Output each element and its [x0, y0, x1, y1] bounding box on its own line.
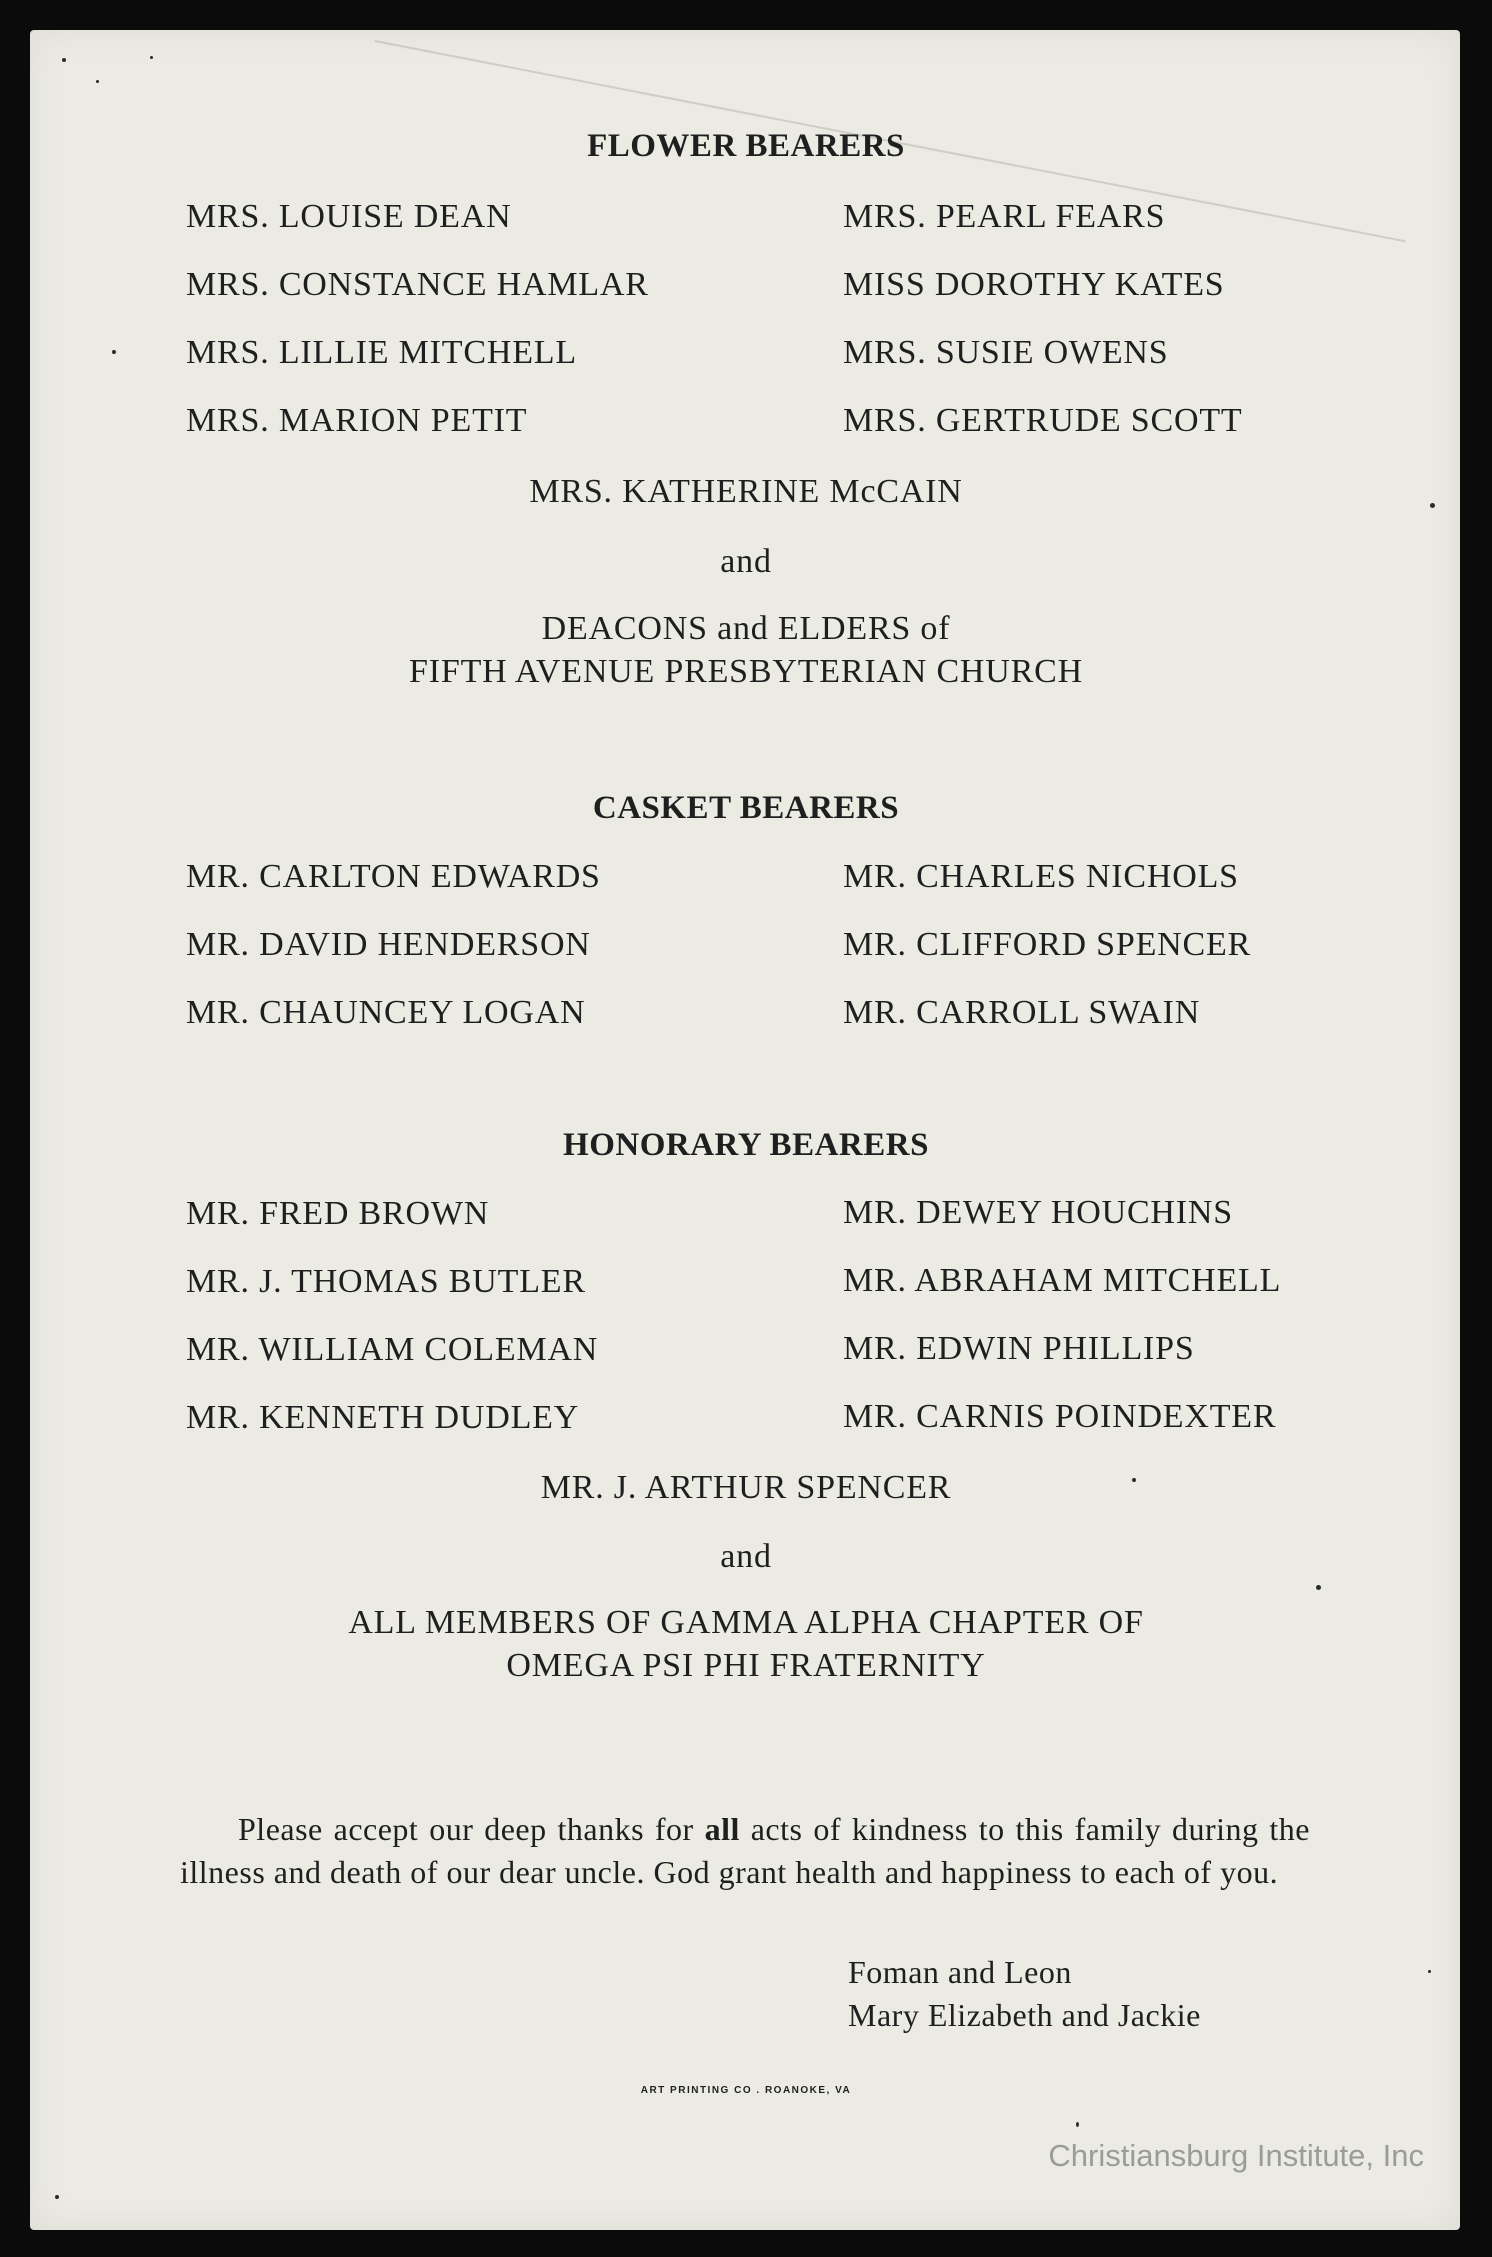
group-line: DEACONS and ELDERS of — [541, 610, 951, 647]
honorary-bearer-name: MR. J. THOMAS BUTLER — [186, 1263, 586, 1300]
signature-line: Mary Elizabeth and Jackie — [848, 1997, 1201, 2033]
paper-speck — [1132, 1478, 1136, 1482]
casket-bearer-name: MR. CHARLES NICHOLS — [843, 858, 1239, 895]
thanks-text: Please accept our deep thanks for — [238, 1811, 705, 1847]
flower-bearer-center-name: MRS. KATHERINE McCAIN — [529, 473, 963, 510]
paper-speck — [1430, 503, 1435, 508]
casket-bearer-name: MR. CHAUNCEY LOGAN — [186, 994, 586, 1031]
flower-bearers-heading: FLOWER BEARERS — [587, 128, 905, 164]
paper-speck — [96, 80, 99, 83]
casket-bearer-name: MR. DAVID HENDERSON — [186, 926, 591, 963]
group-line: FIFTH AVENUE PRESBYTERIAN CHURCH — [409, 653, 1083, 690]
flower-bearer-name: MRS. GERTRUDE SCOTT — [843, 402, 1243, 439]
honorary-bearer-name: MR. EDWIN PHILLIPS — [843, 1330, 1195, 1367]
paper-speck — [1076, 2122, 1079, 2127]
flower-bearer-name: MRS. LILLIE MITCHELL — [186, 334, 577, 371]
honorary-bearers-heading: HONORARY BEARERS — [563, 1127, 929, 1163]
honorary-bearer-name: MR. ABRAHAM MITCHELL — [843, 1262, 1282, 1299]
paper-speck — [62, 58, 66, 62]
casket-bearer-name: MR. CARLTON EDWARDS — [186, 858, 601, 895]
honorary-bearer-name: MR. WILLIAM COLEMAN — [186, 1331, 599, 1368]
paper-speck — [150, 56, 153, 59]
flower-bearer-name: MRS. LOUISE DEAN — [186, 198, 512, 235]
flower-bearer-name: MRS. CONSTANCE HAMLAR — [186, 266, 649, 303]
group-line: OMEGA PSI PHI FRATERNITY — [506, 1647, 986, 1684]
honorary-bearer-name: MR. CARNIS POINDEXTER — [843, 1398, 1277, 1435]
honorary-bearer-center-name: MR. J. ARTHUR SPENCER — [540, 1469, 952, 1506]
group-line: ALL MEMBERS OF GAMMA ALPHA CHAPTER OF — [348, 1604, 1144, 1641]
flower-bearer-name: MRS. PEARL FEARS — [843, 198, 1166, 235]
honorary-bearer-name: MR. DEWEY HOUCHINS — [843, 1194, 1233, 1231]
paper-speck — [55, 2195, 59, 2199]
signature-line: Foman and Leon — [848, 1954, 1072, 1990]
paper-speck — [1316, 1585, 1321, 1590]
paper-speck — [1428, 1970, 1431, 1973]
flower-bearer-name: MRS. SUSIE OWENS — [843, 334, 1169, 371]
thanks-paragraph — [180, 1808, 1310, 1894]
thanks-text: acts of kindness to this family during the illness and death of our dear uncle. God grant health and happiness to each of you. — [180, 1811, 1310, 1890]
casket-bearers-heading: CASKET BEARERS — [592, 790, 900, 826]
flower-bearer-name: MISS DOROTHY KATES — [843, 266, 1225, 303]
and-connector: and — [720, 543, 772, 580]
thanks-emphasis: all — [704, 1811, 740, 1847]
flower-bearer-name: MRS. MARION PETIT — [186, 402, 528, 439]
casket-bearer-name: MR. CLIFFORD SPENCER — [843, 926, 1252, 963]
paper-speck — [112, 350, 116, 354]
casket-bearer-name: MR. CARROLL SWAIN — [843, 994, 1201, 1031]
printer-imprint: ART PRINTING CO . ROANOKE, VA — [640, 2085, 852, 2096]
honorary-bearer-name: MR. FRED BROWN — [186, 1195, 490, 1232]
watermark: Christiansburg Institute, Inc — [1048, 2138, 1424, 2173]
and-connector: and — [720, 1538, 772, 1575]
honorary-bearer-name: MR. KENNETH DUDLEY — [186, 1399, 580, 1436]
